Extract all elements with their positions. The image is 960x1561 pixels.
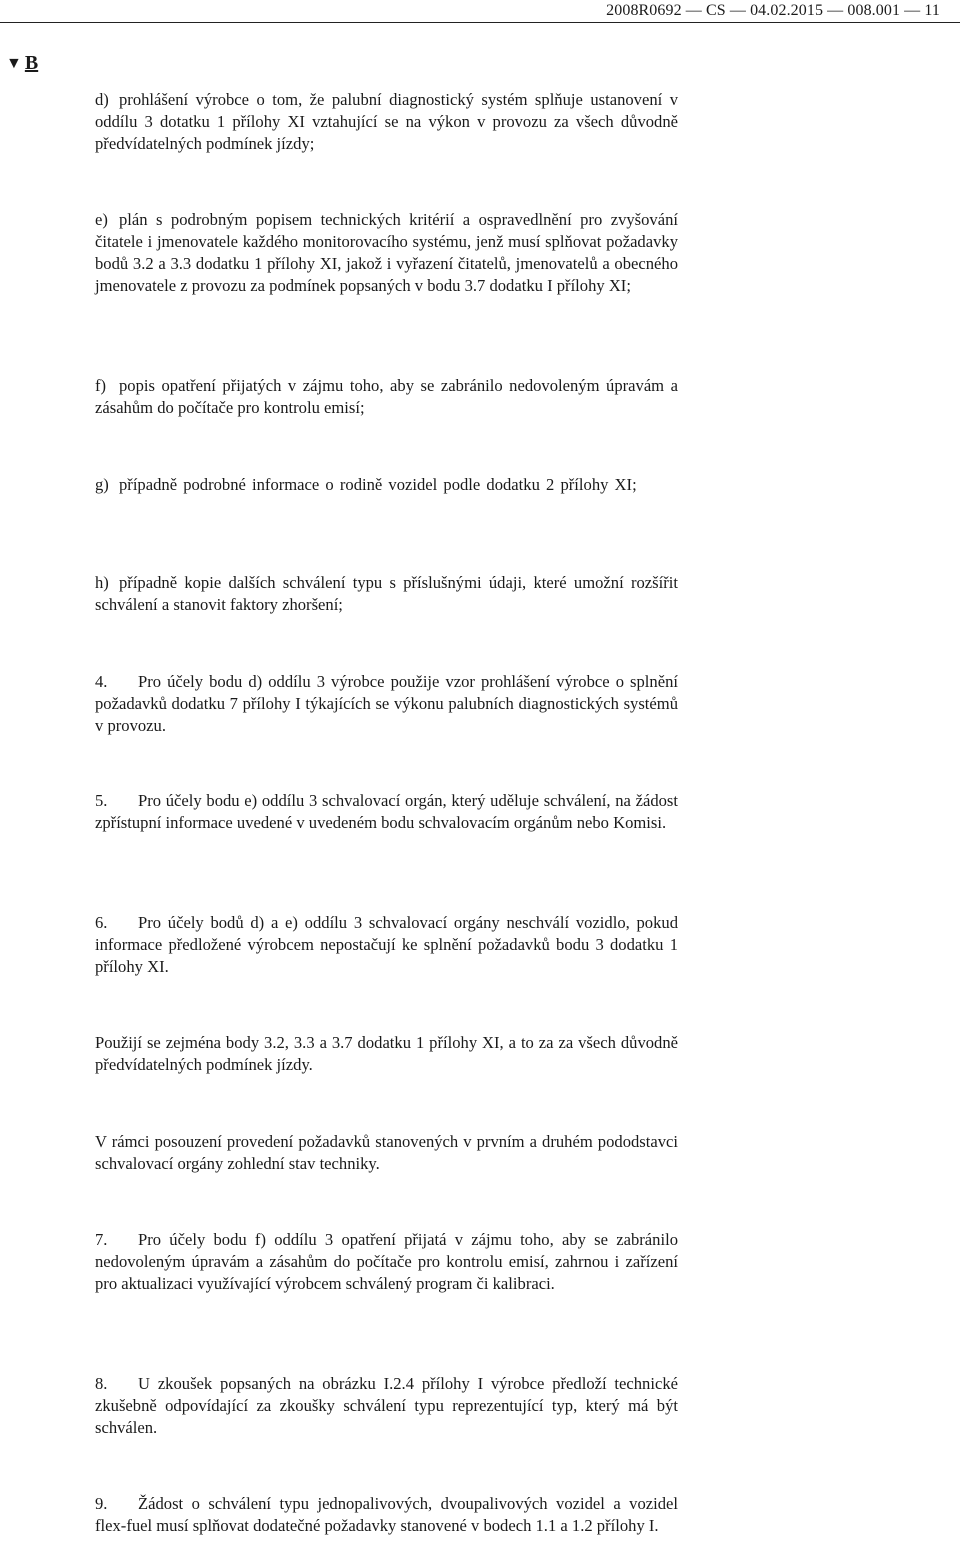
marker-letter: B bbox=[24, 52, 39, 74]
list-item-h bbox=[95, 572, 678, 616]
paragraph-9 bbox=[95, 1493, 678, 1537]
paragraph-text: Pro účely bodu e) oddílu 3 schvalovací orgán, který uděluje schválení, na žádost zpřístupní informace uvedené v uvedeném bodu schvalovacím orgánům nebo Komisi. bbox=[95, 791, 678, 832]
paragraph-number: 7. bbox=[95, 1230, 108, 1249]
paragraph-8 bbox=[95, 1373, 678, 1439]
paragraph-number: 6. bbox=[95, 913, 108, 932]
list-item-g bbox=[95, 474, 678, 496]
paragraph-text: V rámci posouzení provedení požadavků stanovených v prvním a druhém pododstavci schvalovací orgány zohlední stav techniky. bbox=[95, 1132, 678, 1173]
item-label: g) bbox=[95, 475, 109, 494]
item-text: popis opatření přijatých v zájmu toho, aby se zabránilo nedovoleným úpravám a zásahům do počítače pro kontrolu emisí; bbox=[95, 376, 678, 417]
paragraph-6 bbox=[95, 912, 678, 978]
paragraph-text: Použijí se zejména body 3.2, 3.3 a 3.7 dodatku 1 přílohy XI, a to za za všech důvodně předvídatelných podmínek jízdy. bbox=[95, 1033, 678, 1074]
header-rule bbox=[0, 22, 960, 23]
item-label: d) bbox=[95, 90, 109, 109]
item-text: prohlášení výrobce o tom, že palubní diagnostický systém splňuje ustanovení v oddílu 3 dotatku 1 přílohy XI vztahující se na výkon v provozu za všech důvodně předvídatelných podmínek jízdy; bbox=[95, 90, 678, 153]
paragraph-text: U zkoušek popsaných na obrázku I.2.4 přílohy I výrobce předloží technické zkušebně odpovídající za zkoušky schválení typu reprezentující typ, který má být schválen. bbox=[95, 1374, 678, 1437]
paragraph-7 bbox=[95, 1229, 678, 1295]
paragraph-6-sub-1 bbox=[95, 1032, 678, 1076]
paragraph-text: Pro účely bodu f) oddílu 3 opatření přijatá v zájmu toho, aby se zabránilo nedovoleným úpravám a zásahům do počítače pro kontrolu emisí, zahrnou i zařízení pro aktualizaci využívající výrobcem schválený program či kalibraci. bbox=[95, 1230, 678, 1293]
paragraph-number: 9. bbox=[95, 1494, 108, 1513]
item-label: e) bbox=[95, 210, 108, 229]
item-label: h) bbox=[95, 573, 109, 592]
item-text: plán s podrobným popisem technických kritérií a ospravedlnění pro zvyšování čitatele i jmenovatele každého monitorovacího systému, jenž musí splňovat požadavky bodů 3.2 a 3.3 dodatku 1 přílohy XI, jakož i vyřazení čitatelů, jmenovatelů a obecného jmenovatele z provozu za podmínek popsaných v bodu 3.7 dodatku I přílohy XI; bbox=[95, 210, 678, 295]
item-label: f) bbox=[95, 376, 107, 395]
paragraph-6-sub-2 bbox=[95, 1131, 678, 1175]
list-item-f bbox=[95, 375, 678, 419]
paragraph-number: 8. bbox=[95, 1374, 108, 1393]
paragraph-4 bbox=[95, 671, 678, 737]
item-text: případně kopie dalších schválení typu s příslušnými údaji, které umožní rozšířit schválení a stanovit faktory zhoršení; bbox=[95, 573, 678, 614]
amendment-marker bbox=[6, 52, 38, 75]
triangle-down-icon: ▼ bbox=[6, 54, 22, 72]
paragraph-text: Pro účely bodu d) oddílu 3 výrobce použije vzor prohlášení výrobce o splnění požadavků dodatku 7 přílohy I týkajících se výkonu palubních diagnostických systémů v provozu. bbox=[95, 672, 678, 735]
paragraph-5 bbox=[95, 790, 678, 834]
item-text: případně podrobné informace o rodině vozidel podle dodatku 2 přílohy XI; bbox=[119, 475, 637, 494]
paragraph-number: 5. bbox=[95, 791, 108, 810]
paragraph-text: Žádost o schválení typu jednopalivových, dvoupalivových vozidel a vozidel flex-fuel musí splňovat dodatečné požadavky stanovené v bodech 1.1 a 1.2 přílohy I. bbox=[95, 1494, 678, 1535]
page-header: 2008R0692 — CS — 04.02.2015 — 008.001 — 11 bbox=[606, 2, 940, 19]
paragraph-text: Pro účely bodů d) a e) oddílu 3 schvalovací orgány neschválí vozidlo, pokud informace předložené výrobcem nepostačují ke splnění požadavků bodu 3 dodatku 1 přílohy XI. bbox=[95, 913, 678, 976]
list-item-e bbox=[95, 209, 678, 297]
list-item-d bbox=[95, 89, 678, 155]
paragraph-number: 4. bbox=[95, 672, 108, 691]
